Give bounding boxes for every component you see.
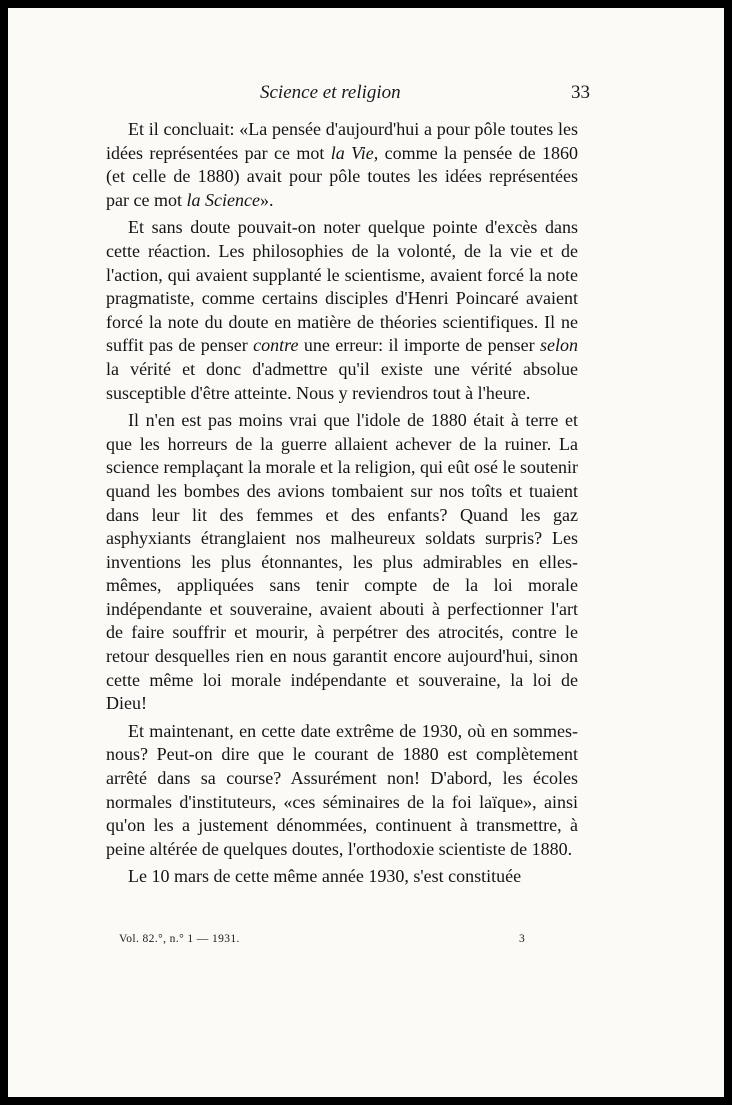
signature-footer — [8, 933, 724, 949]
italic-run: la Science — [186, 189, 260, 210]
book-page — [8, 8, 724, 1097]
text-run: comme la pensée de 1860 (et celle de 1880) avait pour pôle toutes les idées représentées par ce mot — [106, 142, 578, 210]
italic-run: selon — [540, 335, 578, 356]
paragraph-2 — [106, 216, 578, 405]
paragraph-4 — [106, 720, 578, 862]
running-head — [8, 82, 724, 106]
text-run: Le 10 mars de cette même année 1930, s'est constituée — [128, 866, 522, 887]
text-run: Il n'en est pas moins vrai que l'idole de 1880 était à terre et que les horreurs de la guerre allaient achever de la ruiner. La science remplaçant la morale et la religion, qui eût osé le soutenir quand les bombes des avions tombaient sur nos toîts et tuaient dans leur lit des femmes et des enfants? Quand les gaz asphyxiants étranglaient nos malheureux soldats surpris? Les inventions les plus étonnantes, les plus admirables en elles-mêmes, appliquées sans tenir compte de la loi morale indépendante et souveraine, avaient abouti à perfectionner l'art de faire souffrir et mourir, à perpétrer des atrocités, contre le retour desquelles rien en nous garantit encore aujourd'hui, sinon cette même loi morale indépendante et souveraine, la loi de Dieu! — [106, 410, 578, 714]
signature-mark: 3 — [519, 933, 525, 945]
text-run: Et maintenant, en cette date extrême de 1930, où en sommes-nous? Peut-on dire que le courant de 1880 est complètement arrêté dans sa course? Assurément non! D'abord, les écoles normales d'instituteurs, «ces séminaires de la foi laïque», ainsi qu'on les a justement dénommées, continuent à transmettre, à peine altérée de quelques doutes, l'orthodoxie scientiste de 1880. — [106, 720, 578, 859]
paragraph-3 — [106, 409, 578, 716]
page-number: 33 — [571, 82, 590, 103]
volume-signature: Vol. 82.°, n.° 1 — 1931. — [119, 933, 240, 945]
text-run: ». — [259, 189, 274, 210]
text-run: la vérité et donc d'admettre qu'il existe une vérité absolue susceptible d'être atteinte. Nous y reviendros tout à l'heure. — [106, 358, 578, 403]
paragraph-1 — [106, 118, 578, 212]
paragraph-5 — [106, 865, 578, 889]
body-text — [106, 118, 578, 893]
text-run: Et il concluait: «La pensée d'aujourd'hui a pour pôle toutes les idées représentées par ce mot — [106, 119, 578, 163]
text-run: Et sans doute pouvait-on noter quelque pointe d'excès dans cette réaction. Les philosophies de la volonté, de la vie et de l'action, qui avaient supplanté le scientisme, avaient forcé la note pragmatiste, comme certains disciples d'Henri Poincaré avaient forcé la note du doute en matière de théories scientifiques. Il ne suffit pas de penser — [106, 217, 578, 356]
italic-run: contre — [253, 335, 299, 356]
italic-run: la Vie, — [330, 142, 379, 163]
text-run: une erreur: il importe de penser — [298, 335, 540, 356]
running-title: Science et religion — [260, 82, 401, 103]
